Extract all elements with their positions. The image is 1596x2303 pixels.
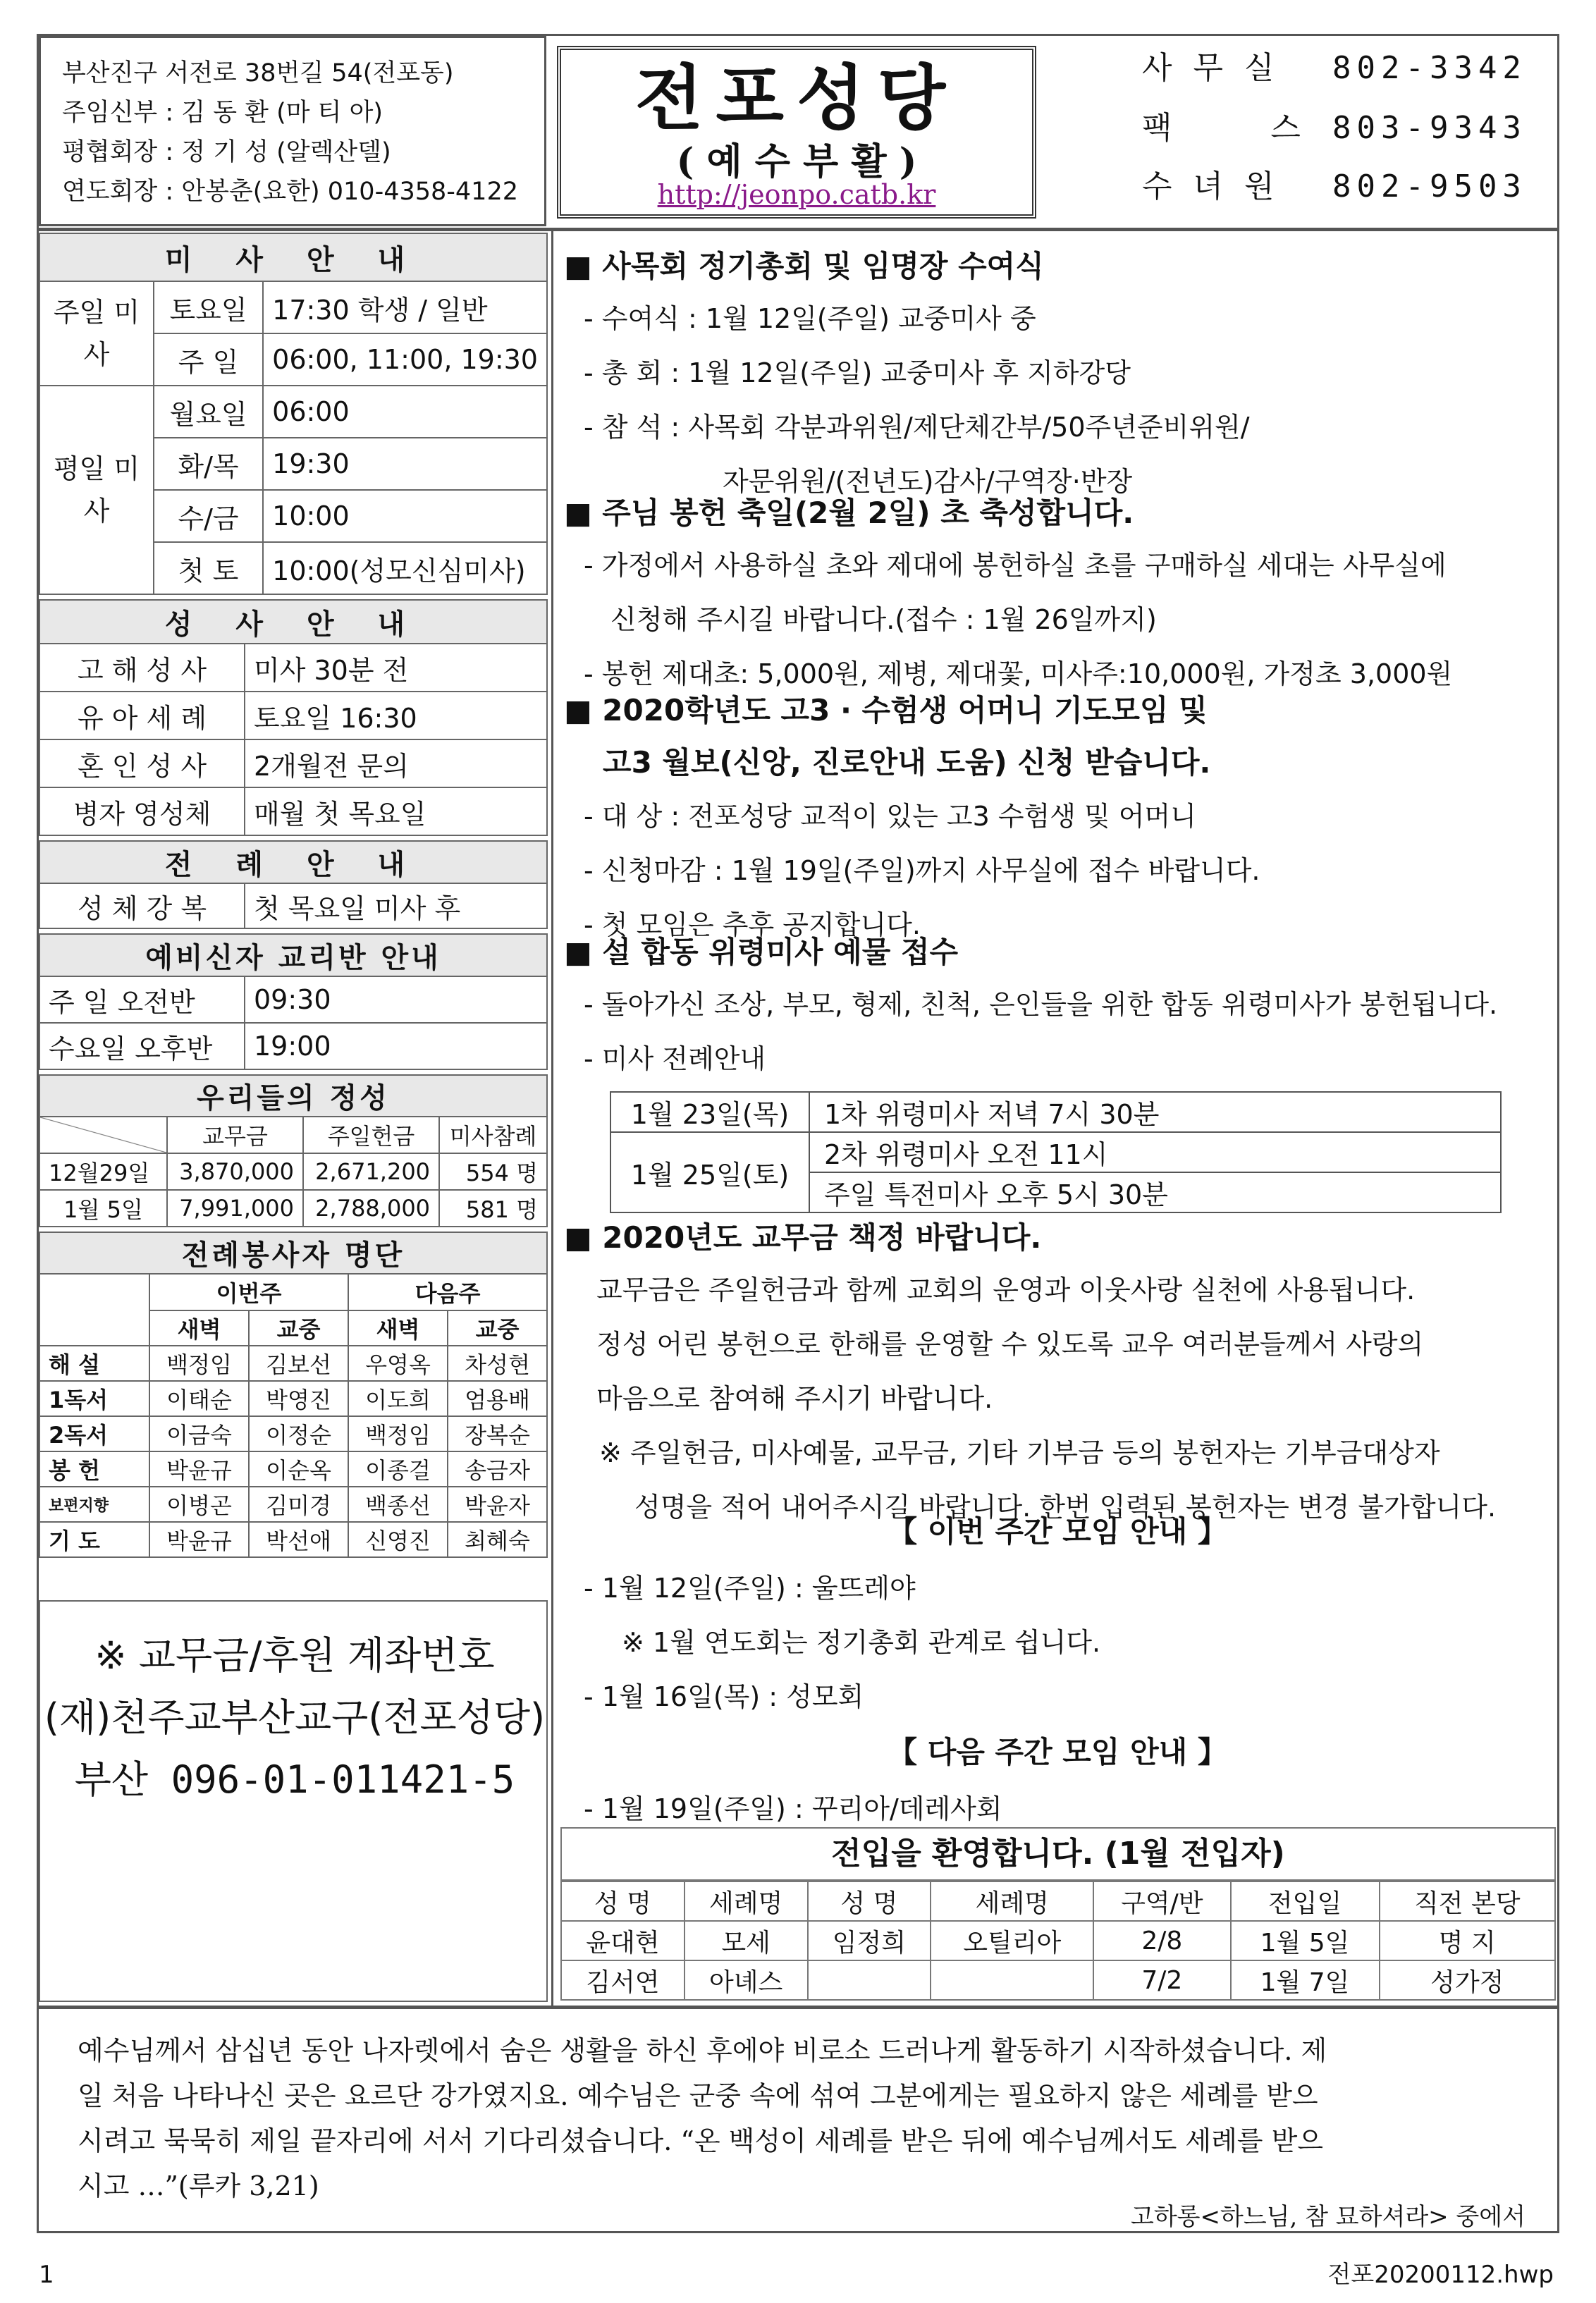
server-role: 보편지향 <box>39 1487 149 1522</box>
offering-header: 주일헌금 <box>303 1117 439 1153</box>
column-divider <box>551 229 553 2006</box>
header-left-box <box>39 36 546 226</box>
mass-time: 06:00 <box>263 386 547 438</box>
offering-table <box>39 1074 548 1227</box>
server-role: 기 도 <box>39 1522 149 1557</box>
mass-day: 월요일 <box>154 386 263 438</box>
article-line: - 돌아가신 조상, 부모, 형제, 친척, 은인들을 위한 합동 위령미사가 봉헌됩니다. <box>584 989 1498 1020</box>
catechumen-title: 예비신자 교리반 안내 <box>39 934 547 976</box>
article-line: - 대 상 : 전포성당 교적이 있는 고3 수험생 및 어머니 <box>584 801 1196 832</box>
server-name: 박선애 <box>249 1522 348 1557</box>
weekday-mass-label: 평일 미사 <box>39 386 154 594</box>
article-line: - 봉헌 제대초: 5,000원, 제병, 제대꽃, 미사주:10,000원, 가정초 3,000원 <box>584 658 1453 689</box>
servers-table <box>39 1232 548 1558</box>
welcome-cell: 2/8 <box>1093 1921 1230 1960</box>
fax-number: 803-9343 <box>1332 110 1527 146</box>
quote-line: 예수님께서 삼십년 동안 나자렛에서 숨은 생활을 하신 후에야 비로소 드러나게 활동하기 시작하셨습니다. 제 <box>78 2035 1327 2066</box>
quote-line: 시고 …”(루카 3,21) <box>78 2170 319 2201</box>
server-role: 2독서 <box>39 1416 149 1451</box>
offering-attend: 581 명 <box>439 1190 547 1227</box>
diagonal-cell <box>39 1117 167 1153</box>
church-subtitle: ( 예 수 부 활 ) <box>676 140 917 183</box>
church-name: 전포성당 <box>634 56 959 140</box>
liturgy-title: 전 례 안 내 <box>39 841 547 883</box>
meeting-item: - 1월 19일(주일) : 꾸리아/데레사회 <box>584 1793 1002 1824</box>
article-4 <box>564 929 1551 1213</box>
server-name: 우영옥 <box>348 1346 448 1381</box>
mass-time: 10:00(성모신심미사) <box>263 542 547 594</box>
server-name: 백정임 <box>149 1346 249 1381</box>
welcome-cell: 명 지 <box>1380 1921 1555 1960</box>
catechumen-class: 주 일 오전반 <box>39 976 245 1023</box>
fax-label: 팩 스 <box>1142 110 1306 146</box>
server-name: 백종선 <box>348 1487 448 1522</box>
server-name: 백정임 <box>348 1416 448 1451</box>
article-line: - 신청마감 : 1월 19일(주일)까지 사무실에 접수 바랍니다. <box>584 855 1260 886</box>
article-3 <box>564 687 1551 942</box>
mass-time: 19:30 <box>263 438 547 490</box>
server-name: 이금숙 <box>149 1416 249 1451</box>
welcome-box <box>560 1827 1556 2001</box>
article-line: 교무금은 주일헌금과 함께 교회의 운영과 이웃사랑 실천에 사용됩니다. <box>596 1275 1416 1306</box>
memorial-date: 1월 23일(목) <box>610 1092 809 1132</box>
memorial-item: 주일 특전미사 오후 5시 30분 <box>809 1172 1501 1212</box>
sacrament-name: 병자 영성체 <box>39 787 245 835</box>
offering-date: 1월 5일 <box>39 1190 167 1227</box>
article-2 <box>564 490 1551 691</box>
sacrament-name: 혼 인 성 사 <box>39 739 245 787</box>
quote-source: 고하롱<하느님, 참 묘하셔라> 중에서 <box>1130 2203 1526 2231</box>
memorial-mass-table <box>610 1091 1502 1213</box>
article-line: 성명을 적어 내어주시길 바랍니다. 한번 입력된 봉헌자는 변경 불가합니다. <box>634 1492 1497 1523</box>
offering-date: 12월29일 <box>39 1153 167 1190</box>
server-sub-header: 교중 <box>249 1310 348 1346</box>
article-line: - 가정에서 사용하실 초와 제대에 봉헌하실 초를 구매하실 세대는 사무실에 <box>584 550 1447 581</box>
welcome-table <box>560 1881 1556 2001</box>
liturgy-value: 첫 목요일 미사 후 <box>245 883 547 928</box>
server-name: 엄용배 <box>448 1381 547 1416</box>
welcome-cell: 성가정 <box>1380 1960 1555 2000</box>
welcome-cell: 임정희 <box>808 1921 931 1960</box>
server-name: 이태순 <box>149 1381 249 1416</box>
mass-time: 06:00, 11:00, 19:30 <box>263 333 547 386</box>
meeting-item: - 1월 16일(목) : 성모회 <box>584 1681 864 1712</box>
article-5-title: ■ 2020년도 교무금 책정 바랍니다. <box>564 1220 1042 1255</box>
catechumen-time: 19:00 <box>245 1023 547 1069</box>
article-line: 자문위원/(전년도)감사/구역장·반장 <box>723 466 1133 497</box>
server-name: 장복순 <box>448 1416 547 1451</box>
server-sub-header: 새벽 <box>348 1310 448 1346</box>
offering-attend: 554 명 <box>439 1153 547 1190</box>
mass-day: 주 일 <box>154 333 263 386</box>
meeting-item: ※ 1월 연도회는 정기총회 관계로 쉽니다. <box>622 1627 1101 1658</box>
welcome-header: 성 명 <box>808 1881 931 1921</box>
article-3-title-2: 고3 월보(신앙, 진로안내 도움) 신청 받습니다. <box>603 745 1211 780</box>
mass-day: 첫 토 <box>154 542 263 594</box>
server-name: 박윤규 <box>149 1451 249 1487</box>
server-name: 이도희 <box>348 1381 448 1416</box>
article-line: 정성 어린 봉헌으로 한해를 운영할 수 있도록 교우 여러분들께서 사랑의 <box>596 1329 1424 1360</box>
server-name: 신영진 <box>348 1522 448 1557</box>
account-number: 부산 096-01-011421-5 <box>74 1757 515 1802</box>
next-week-header: 다음주 <box>348 1274 547 1310</box>
server-sub-header: 새벽 <box>149 1310 249 1346</box>
server-name: 이종걸 <box>348 1451 448 1487</box>
article-1-title: ■ 사목회 정기총회 및 임명장 수여식 <box>564 249 1044 283</box>
liturgy-table <box>39 840 548 929</box>
left-column <box>39 233 548 1558</box>
church-url[interactable]: http://jeonpo.catb.kr <box>657 179 936 210</box>
servers-title: 전례봉사자 명단 <box>39 1232 547 1274</box>
article-line: ※ 주일헌금, 미사예물, 교무금, 기타 기부금 등의 봉헌자는 기부금대상자 <box>599 1437 1440 1468</box>
offering-tithe: 3,870,000 <box>167 1153 303 1190</box>
pastor-info: 주임신부 : 김 동 환 (마 티 아) <box>62 99 383 127</box>
catechumen-time: 09:30 <box>245 976 547 1023</box>
mass-table <box>39 233 548 595</box>
welcome-cell: 모세 <box>685 1921 808 1960</box>
sacrament-value: 매월 첫 목요일 <box>245 787 547 835</box>
welcome-header: 세례명 <box>931 1881 1093 1921</box>
sacrament-name: 고 해 성 사 <box>39 644 245 692</box>
mass-title: 미 사 안 내 <box>39 233 547 281</box>
server-name: 이병곤 <box>149 1487 249 1522</box>
server-name: 이정순 <box>249 1416 348 1451</box>
offering-sunday: 2,788,000 <box>303 1190 439 1227</box>
catechumen-class: 수요일 오후반 <box>39 1023 245 1069</box>
server-role: 봉 헌 <box>39 1451 149 1487</box>
offering-title: 우리들의 정성 <box>39 1075 547 1117</box>
server-name: 차성현 <box>448 1346 547 1381</box>
welcome-cell: 윤대현 <box>561 1921 685 1960</box>
article-3-title: ■ 2020학년도 고3 · 수험생 어머니 기도모임 및 <box>564 693 1208 727</box>
sacrament-title: 성 사 안 내 <box>39 600 547 644</box>
article-line: - 총 회 : 1월 12일(주일) 교중미사 후 지하강당 <box>584 357 1131 388</box>
server-name: 김보선 <box>249 1346 348 1381</box>
footer-quote <box>78 2037 1544 2218</box>
memorial-date: 1월 25일(토) <box>610 1132 809 1212</box>
server-name: 송금자 <box>448 1451 547 1487</box>
welcome-header: 성 명 <box>561 1881 685 1921</box>
sacrament-name: 유 아 세 례 <box>39 692 245 739</box>
catechumen-table <box>39 933 548 1070</box>
server-name: 박영진 <box>249 1381 348 1416</box>
footer-divider <box>37 2006 1559 2009</box>
server-name: 박윤자 <box>448 1487 547 1522</box>
next-week-meetings-title: 【 다음 주간 모임 안내 】 <box>888 1735 1227 1769</box>
account-box <box>39 1600 548 2002</box>
welcome-header: 직전 본당 <box>1380 1881 1555 1921</box>
memorial-item: 2차 위령미사 오전 11시 <box>809 1132 1501 1172</box>
welcome-cell: 1월 5일 <box>1231 1921 1380 1960</box>
file-name: 전포20200112.hwp <box>1327 2261 1554 2289</box>
article-line: - 미사 전례안내 <box>584 1043 766 1074</box>
header-title-box <box>557 46 1036 219</box>
this-week-header: 이번주 <box>149 1274 348 1310</box>
article-4-title: ■ 설 합동 위령미사 예물 접수 <box>564 935 959 969</box>
page-number: 1 <box>39 2261 54 2289</box>
welcome-cell: 7/2 <box>1093 1960 1230 2000</box>
welcome-header: 세례명 <box>685 1881 808 1921</box>
mass-time: 10:00 <box>263 490 547 542</box>
quote-line: 일 처음 나타나신 곳은 요르단 강가였지요. 예수님은 군중 속에 섞여 그분에게는 필요하지 않은 세례를 받으 <box>78 2080 1318 2111</box>
sacrament-table <box>39 599 548 836</box>
article-5 <box>564 1215 1551 1524</box>
server-name: 이순옥 <box>249 1451 348 1487</box>
sunday-mass-label: 주일 미사 <box>39 281 154 386</box>
welcome-cell: 김서연 <box>561 1960 685 2000</box>
office-number: 802-3342 <box>1332 50 1527 86</box>
server-role: 해 설 <box>39 1346 149 1381</box>
article-1 <box>564 243 1551 498</box>
mass-day: 토요일 <box>154 281 263 333</box>
welcome-cell: 오틸리아 <box>931 1921 1093 1960</box>
council-info: 평협회장 : 정 기 성 (알렉산델) <box>62 138 391 166</box>
mass-day: 수/금 <box>154 490 263 542</box>
article-2-title: ■ 주님 봉헌 축일(2월 2일) 초 축성합니다. <box>564 496 1134 530</box>
mass-day: 화/목 <box>154 438 263 490</box>
convent-label: 수 녀 원 <box>1142 168 1280 204</box>
sacrament-value: 미사 30분 전 <box>245 644 547 692</box>
welcome-title: 전입을 환영합니다. (1월 전입자) <box>560 1827 1556 1881</box>
offering-sunday: 2,671,200 <box>303 1153 439 1190</box>
header-divider <box>37 228 1559 231</box>
meeting-item: - 1월 12일(주일) : 울뜨레야 <box>584 1573 916 1604</box>
quote-line: 시려고 묵묵히 제일 끝자리에 서서 기다리셨습니다. “온 백성이 세례를 받은 뒤에 예수님께서도 세례를 받으 <box>78 2125 1323 2156</box>
server-name: 최혜숙 <box>448 1522 547 1557</box>
convent-number: 802-9503 <box>1332 168 1527 204</box>
article-line: - 첫 모임은 추후 공지합니다. <box>584 909 921 940</box>
sacrament-value: 2개월전 문의 <box>245 739 547 787</box>
server-role: 1독서 <box>39 1381 149 1416</box>
account-title: ※ 교무금/후원 계좌번호 <box>94 1633 495 1678</box>
account-holder: (재)천주교부산교구(전포성당) <box>44 1695 546 1740</box>
mass-time: 17:30 학생 / 일반 <box>263 281 547 333</box>
welcome-header: 전입일 <box>1231 1881 1380 1921</box>
memorial-item: 1차 위령미사 저녁 7시 30분 <box>809 1092 1501 1132</box>
article-line: 마음으로 참여해 주시기 바랍니다. <box>596 1383 993 1414</box>
office-label: 사 무 실 <box>1142 50 1280 86</box>
article-line: 신청해 주시길 바랍니다.(접수 : 1월 26일까지) <box>610 604 1157 635</box>
welcome-cell <box>931 1960 1093 2000</box>
welcome-cell: 1월 7일 <box>1231 1960 1380 2000</box>
offering-header: 미사참례 <box>439 1117 547 1153</box>
sacrament-value: 토요일 16:30 <box>245 692 547 739</box>
church-address: 부산진구 서전로 38번길 54(전포동) <box>62 59 454 87</box>
article-line: - 참 석 : 사목회 각분과위원/제단체간부/50주년준비위원/ <box>584 412 1250 443</box>
article-line: - 수여식 : 1월 12일(주일) 교중미사 중 <box>584 303 1036 334</box>
server-name: 박윤규 <box>149 1522 249 1557</box>
this-week-meetings-title: 【 이번 주간 모임 안내 】 <box>888 1514 1227 1549</box>
offering-header: 교무금 <box>167 1117 303 1153</box>
district-info: 연도회장 : 안봉춘(요한) 010-4358-4122 <box>62 178 518 206</box>
liturgy-name: 성 체 강 복 <box>39 883 245 928</box>
server-name: 김미경 <box>249 1487 348 1522</box>
welcome-cell <box>808 1960 931 2000</box>
welcome-header: 구역/반 <box>1093 1881 1230 1921</box>
offering-tithe: 7,991,000 <box>167 1190 303 1227</box>
server-sub-header: 교중 <box>448 1310 547 1346</box>
welcome-cell: 아녜스 <box>685 1960 808 2000</box>
meetings <box>564 1509 1551 1826</box>
